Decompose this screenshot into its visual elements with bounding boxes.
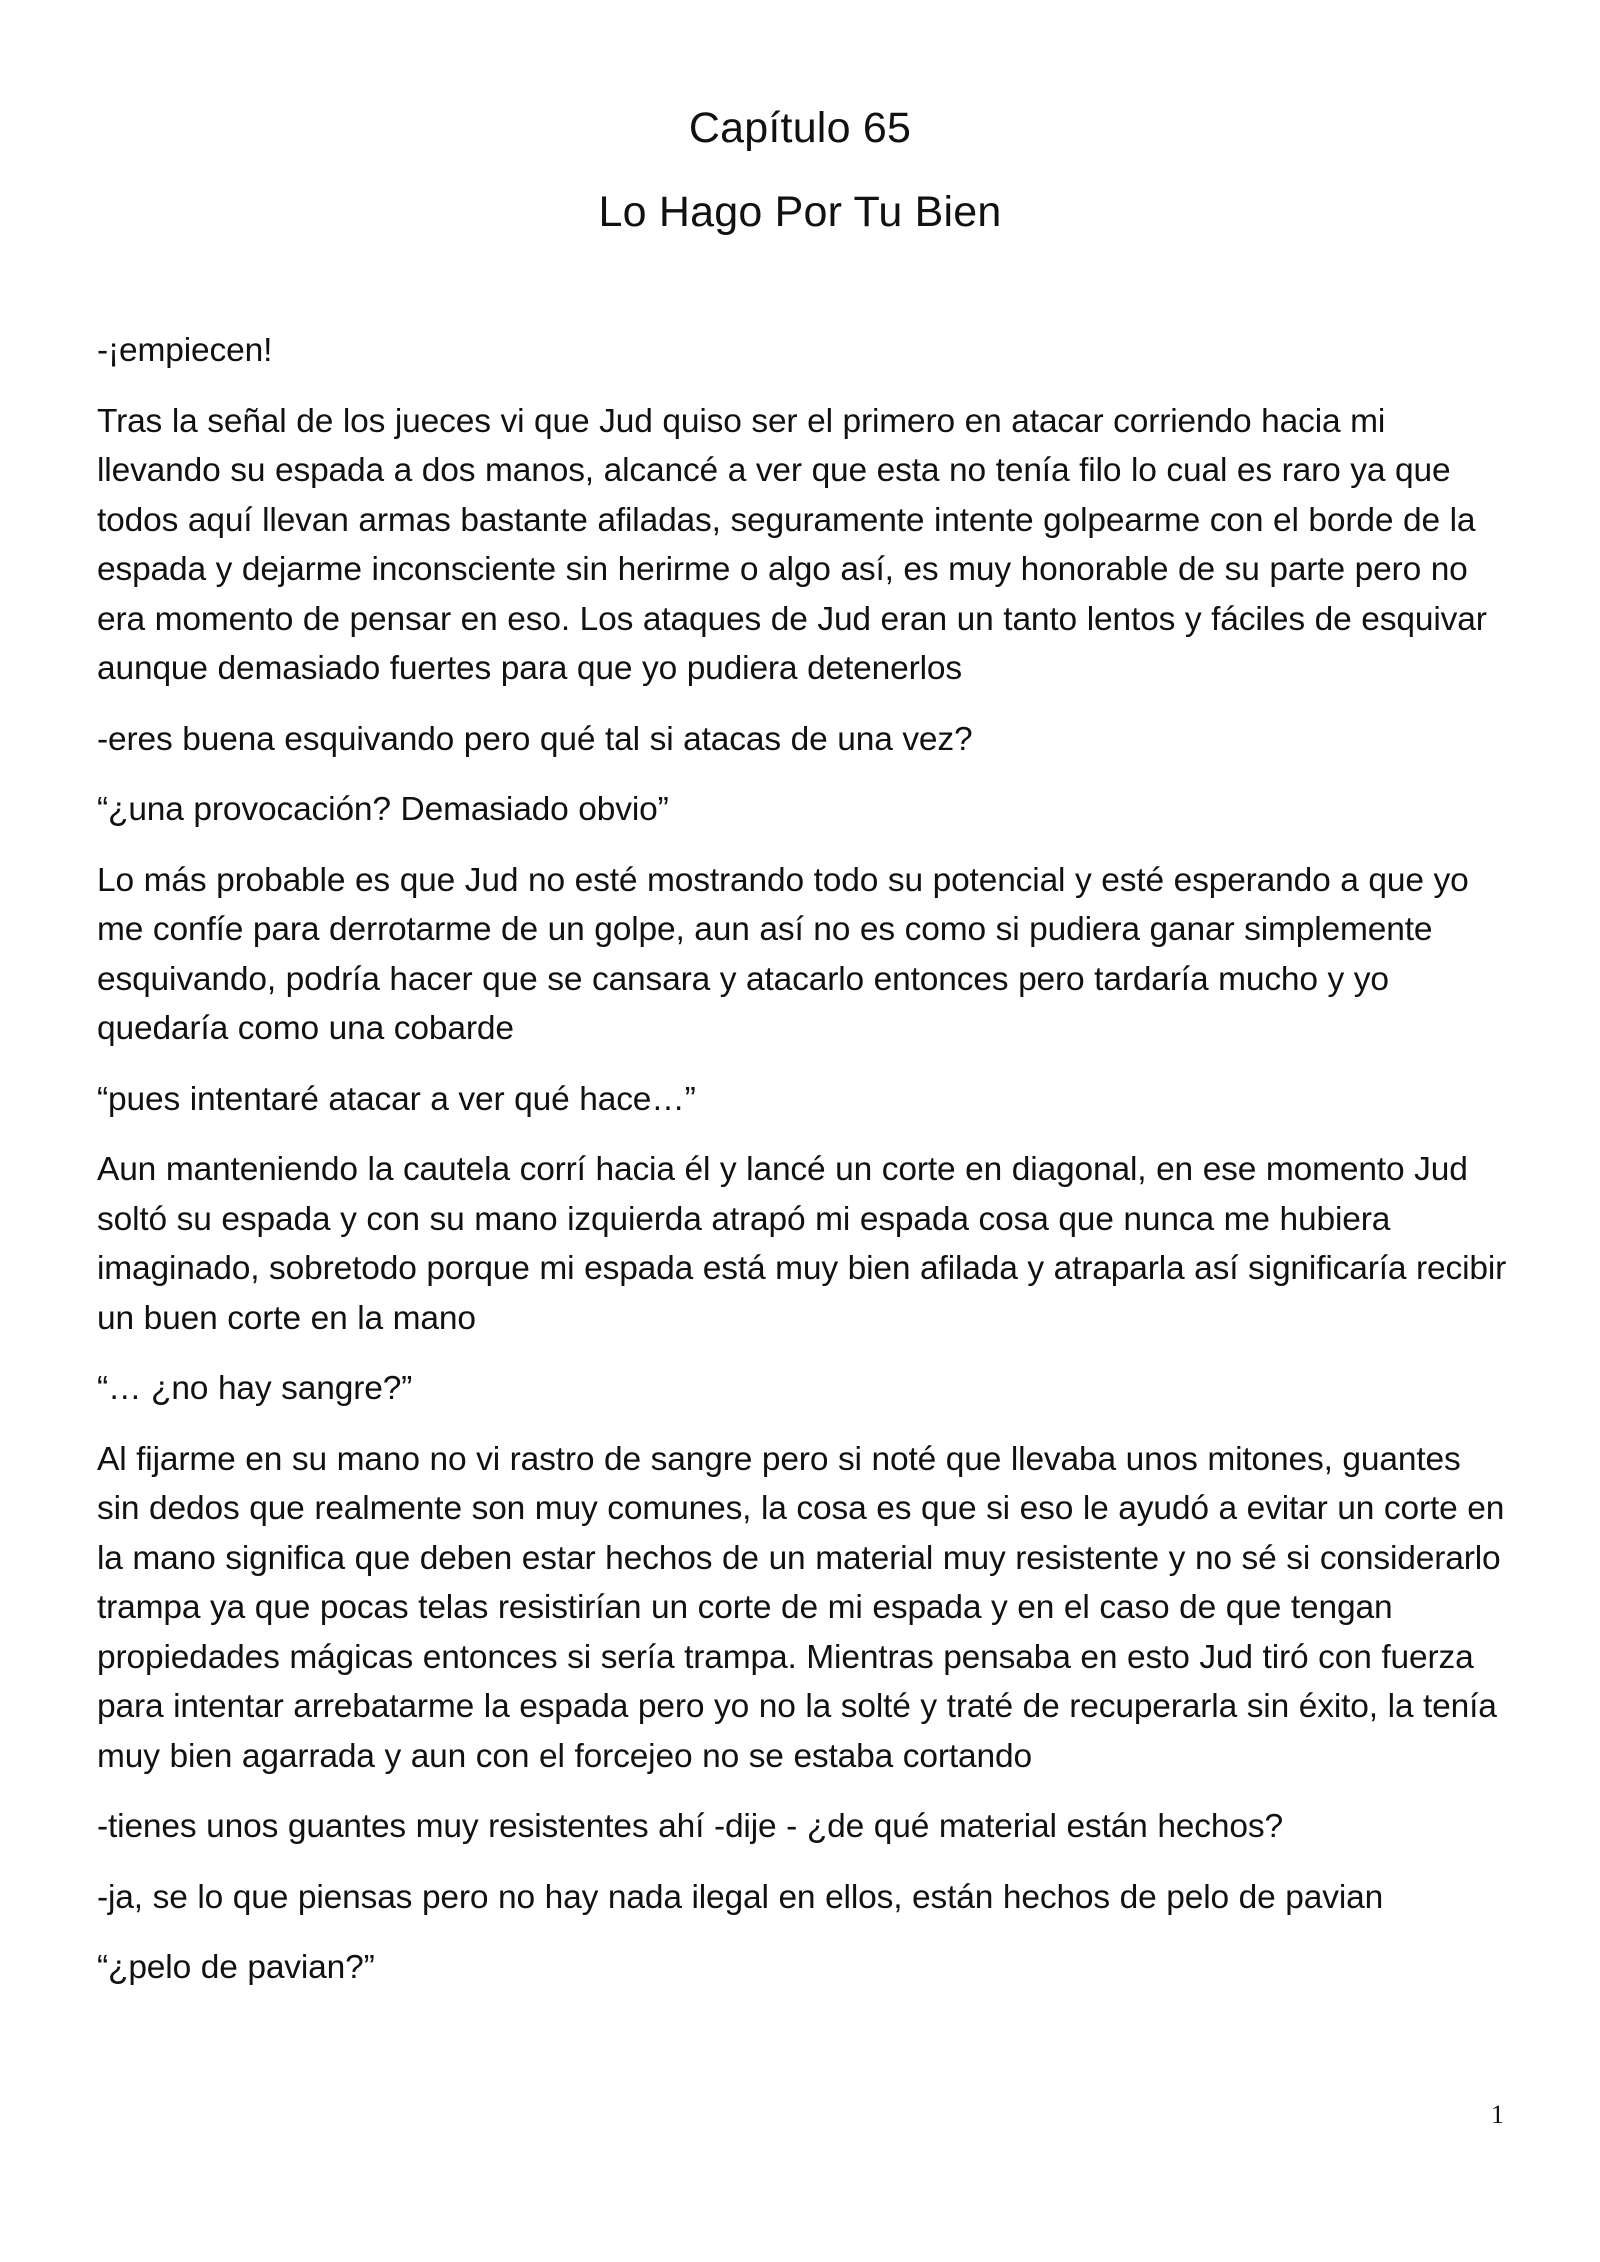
- paragraph: “¿una provocación? Demasiado obvio”: [97, 791, 669, 828]
- paragraph: -ja, se lo que piensas pero no hay nada ilegal en ellos, están hechos de pelo de pavian: [97, 1878, 1384, 1916]
- paragraph: -eres buena esquivando pero qué tal si atacas de una vez?: [97, 720, 973, 758]
- chapter-body: [97, 326, 1507, 2014]
- paragraph: “¿pelo de pavian?”: [97, 1949, 375, 1986]
- paragraph: Tras la señal de los jueces vi que Jud quiso ser el primero en atacar corriendo hacia mi llevando su espada a dos manos, alcancé a ver que esta no tenía filo lo cual es raro ya que todos aquí llevan armas bastante afiladas, seguramente intente golpearme con el borde de la espada y dejarme inconsciente sin herirme o algo así, es muy honorable de su parte pero no era momento de pensar en eso. Los ataques de Jud eran un tanto lentos y fáciles de esquivar aunque demasiado fuertes para que yo pudiera detenerlos: [97, 402, 1487, 687]
- paragraph: “pues intentaré atacar a ver qué hace…”: [97, 1080, 696, 1118]
- paragraph: -tienes unos guantes muy resistentes ahí -dije - ¿de qué material están hechos?: [97, 1808, 1283, 1845]
- paragraph: Aun manteniendo la cautela corrí hacia él y lancé un corte en diagonal, en ese momento Jud soltó su espada y con su mano izquierda atrapó mi espada cosa que nunca me hubiera imaginado, sobretodo porque mi espada está muy bien afilada y atraparla así significaría recibir un buen corte en la mano: [97, 1151, 1507, 1337]
- paragraph: “… ¿no hay sangre?”: [97, 1370, 413, 1407]
- chapter-title: Lo Hago Por Tu Bien: [598, 188, 1002, 236]
- paragraph: Lo más probable es que Jud no esté mostrando todo su potencial y esté esperando a que yo me confíe para derrotarme de un golpe, aun así no es como si pudiera ganar simplemente esquivando, podría hacer que se cansara y atacarlo entonces pero tardaría mucho y yo quedaría como una cobarde: [97, 861, 1469, 1047]
- paragraph: -¡empiecen!: [97, 332, 273, 369]
- paragraph: Al fijarme en su mano no vi rastro de sangre pero si noté que llevaba unos mitones, guantes sin dedos que realmente son muy comunes, la cosa es que si eso le ayudó a evitar un corte en la mano significa que deben estar hechos de un material muy resistente y no sé si considerarlo trampa ya que pocas telas resistirían un corte de mi espada y en el caso de que tengan propiedades mágicas entonces si sería trampa. Mientras pensaba en esto Jud tiró con fuerza para intentar arrebatarme la espada pero yo no la solté y traté de recuperarla sin éxito, la tenía muy bien agarrada y aun con el forcejeo no se estaba cortando: [97, 1440, 1505, 1775]
- chapter-number: Capítulo 65: [688, 104, 912, 152]
- page-number: 1: [1491, 2100, 1504, 2129]
